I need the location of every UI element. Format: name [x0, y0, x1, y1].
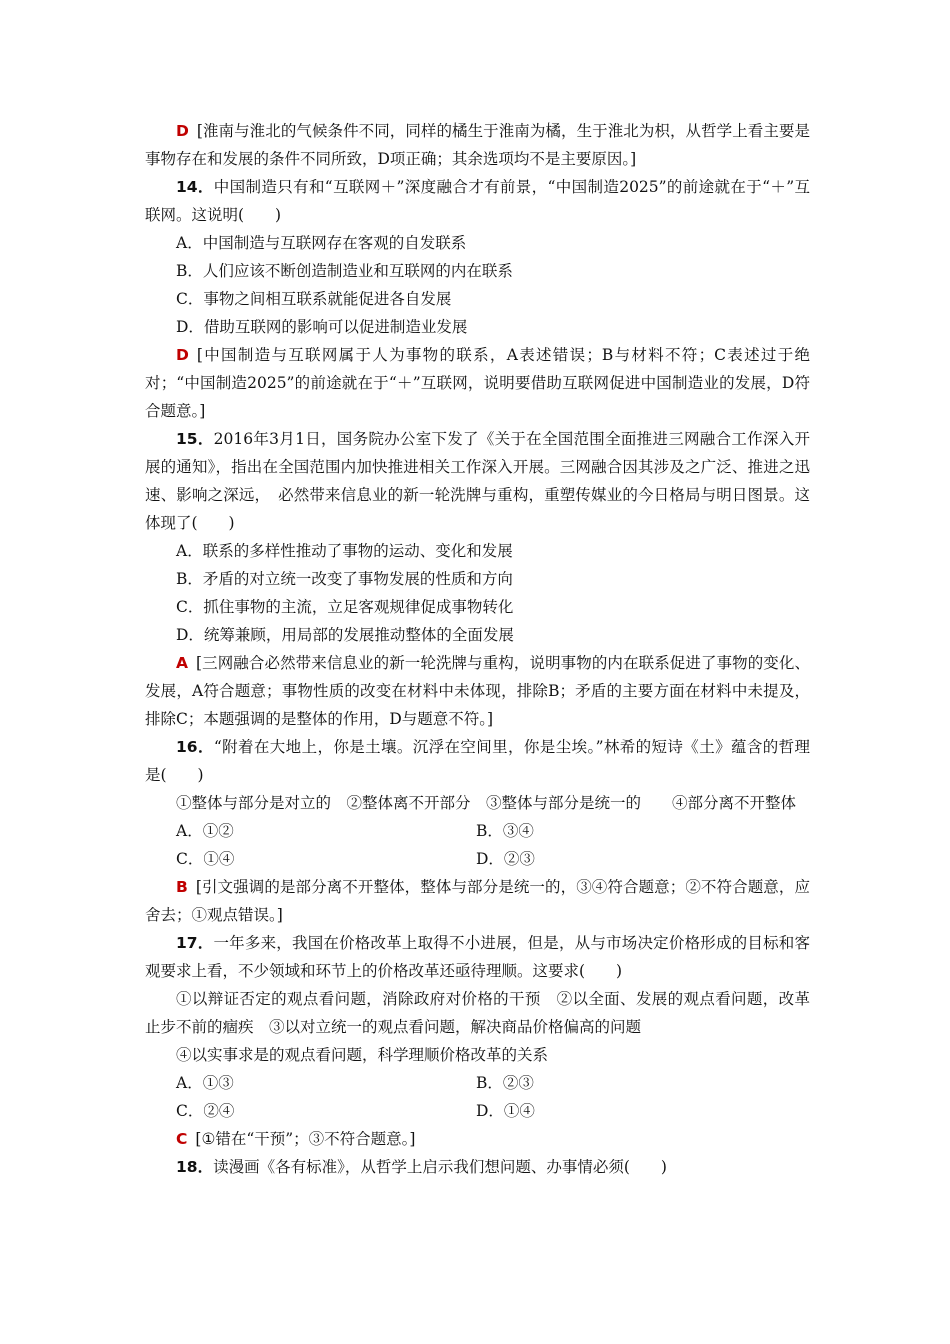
option: C．事物之间相互联系就能促进各自发展	[176, 290, 452, 308]
option: B．人们应该不断创造制造业和互联网的内在联系	[176, 262, 513, 280]
answer-text: [淮南与淮北的气候条件不同，同样的橘生于淮南为橘，生于淮北为枳，从哲学上看主要是事物存在和发展的条件不同所致，D项正确；其余选项均不是主要原因。]	[145, 122, 810, 168]
question-number: 16．	[176, 738, 214, 756]
question	[145, 425, 810, 537]
question-text: “附着在大地上，你是土壤。沉浮在空间里，你是尘埃。”林希的短诗《土》蕴含的哲理是( )	[145, 738, 810, 784]
statement-list: ①以辩证否定的观点看问题，消除政府对价格的干预 ②以全面、发展的观点看问题，改革止步不前的痼疾 ③以对立统一的观点看问题，解决商品价格偏高的问题	[145, 990, 810, 1036]
question	[145, 929, 810, 985]
option-left: A．①②	[176, 822, 234, 840]
option-row	[145, 817, 810, 845]
answer-letter: B	[176, 878, 188, 896]
option: B．矛盾的对立统一改变了事物发展的性质和方向	[176, 570, 513, 588]
question-text: 一年多来，我国在价格改革上取得不小进展，但是，从与市场决定价格形成的目标和客观要求上看，不少领域和环节上的价格改革还亟待理顺。这要求( )	[145, 934, 810, 980]
statement-list: ①整体与部分是对立的 ②整体离不开部分 ③整体与部分是统一的 ④部分离不开整体	[176, 794, 797, 812]
question-number: 18．	[176, 1158, 214, 1176]
question-number: 14．	[176, 178, 214, 196]
answer-text: [中国制造与互联网属于人为事物的联系，A表述错误；B与材料不符；C表述过于绝对；“中国制造2025”的前途就在于“＋”互联网，说明要借助互联网促进中国制造业的发展，D符合题意。]	[145, 346, 810, 420]
option-row	[145, 845, 810, 873]
option: A．联系的多样性推动了事物的运动、变化和发展	[176, 542, 513, 560]
answer-explanation	[145, 649, 810, 733]
question	[145, 1153, 810, 1181]
question-number: 17．	[176, 934, 214, 952]
answer-text: [①错在“干预”；③不符合题意。]	[195, 1130, 416, 1148]
answer-text: [三网融合必然带来信息业的新一轮洗牌与重构，说明事物的内在联系促进了事物的变化、发展，A符合题意；事物性质的改变在材料中未体现，排除B；矛盾的主要方面在材料中未提及，排除C；本题强调的是整体的作用，D与题意不符。]	[145, 654, 810, 728]
option: D．统筹兼顾，用局部的发展推动整体的全面发展	[176, 626, 514, 644]
option-right: B．③④	[476, 822, 534, 840]
option-row	[145, 1097, 810, 1125]
answer-letter: C	[176, 1130, 188, 1148]
option-left: C．①④	[176, 850, 235, 868]
option-right: B．②③	[476, 1074, 534, 1092]
option-left: C．②④	[176, 1102, 235, 1120]
statement-list: ④以实事求是的观点看问题，科学理顺价格改革的关系	[176, 1046, 549, 1064]
question	[145, 733, 810, 789]
question-text: 读漫画《各有标准》，从哲学上启示我们想问题、办事情必须( )	[213, 1158, 667, 1176]
answer-letter: A	[176, 654, 188, 672]
option-right: D．②③	[476, 850, 535, 868]
answer-explanation	[145, 873, 810, 929]
option: A．中国制造与互联网存在客观的自发联系	[176, 234, 467, 252]
option: C．抓住事物的主流，立足客观规律促成事物转化	[176, 598, 514, 616]
answer-letter: D	[176, 122, 189, 140]
answer-explanation	[145, 341, 810, 425]
question-text: 2016年3月1日，国务院办公室下发了《关于在全国范围全面推进三网融合工作深入开展的通知》，指出在全国范围内加快推进相关工作深入开展。三网融合因其涉及之广泛、推进之迅速、影响之深远， 必然带来信息业的新一轮洗牌与重构，重塑传媒业的今日格局与明日图景。这体现了( )	[145, 430, 810, 532]
question-number: 15．	[176, 430, 214, 448]
question	[145, 173, 810, 229]
answer-explanation	[145, 1125, 810, 1153]
answer-text: [引文强调的是部分离不开整体，整体与部分是统一的，③④符合题意；②不符合题意，应舍去；①观点错误。]	[145, 878, 810, 924]
answer-letter: D	[176, 346, 189, 364]
answer-explanation	[145, 117, 810, 173]
option-left: A．①③	[176, 1074, 234, 1092]
option-right: D．①④	[476, 1102, 535, 1120]
option: D．借助互联网的影响可以促进制造业发展	[176, 318, 468, 336]
option-row	[145, 1069, 810, 1097]
question-text: 中国制造只有和“互联网＋”深度融合才有前景，“中国制造2025”的前途就在于“＋”互联网。这说明( )	[145, 178, 810, 224]
document-page	[145, 117, 810, 1181]
